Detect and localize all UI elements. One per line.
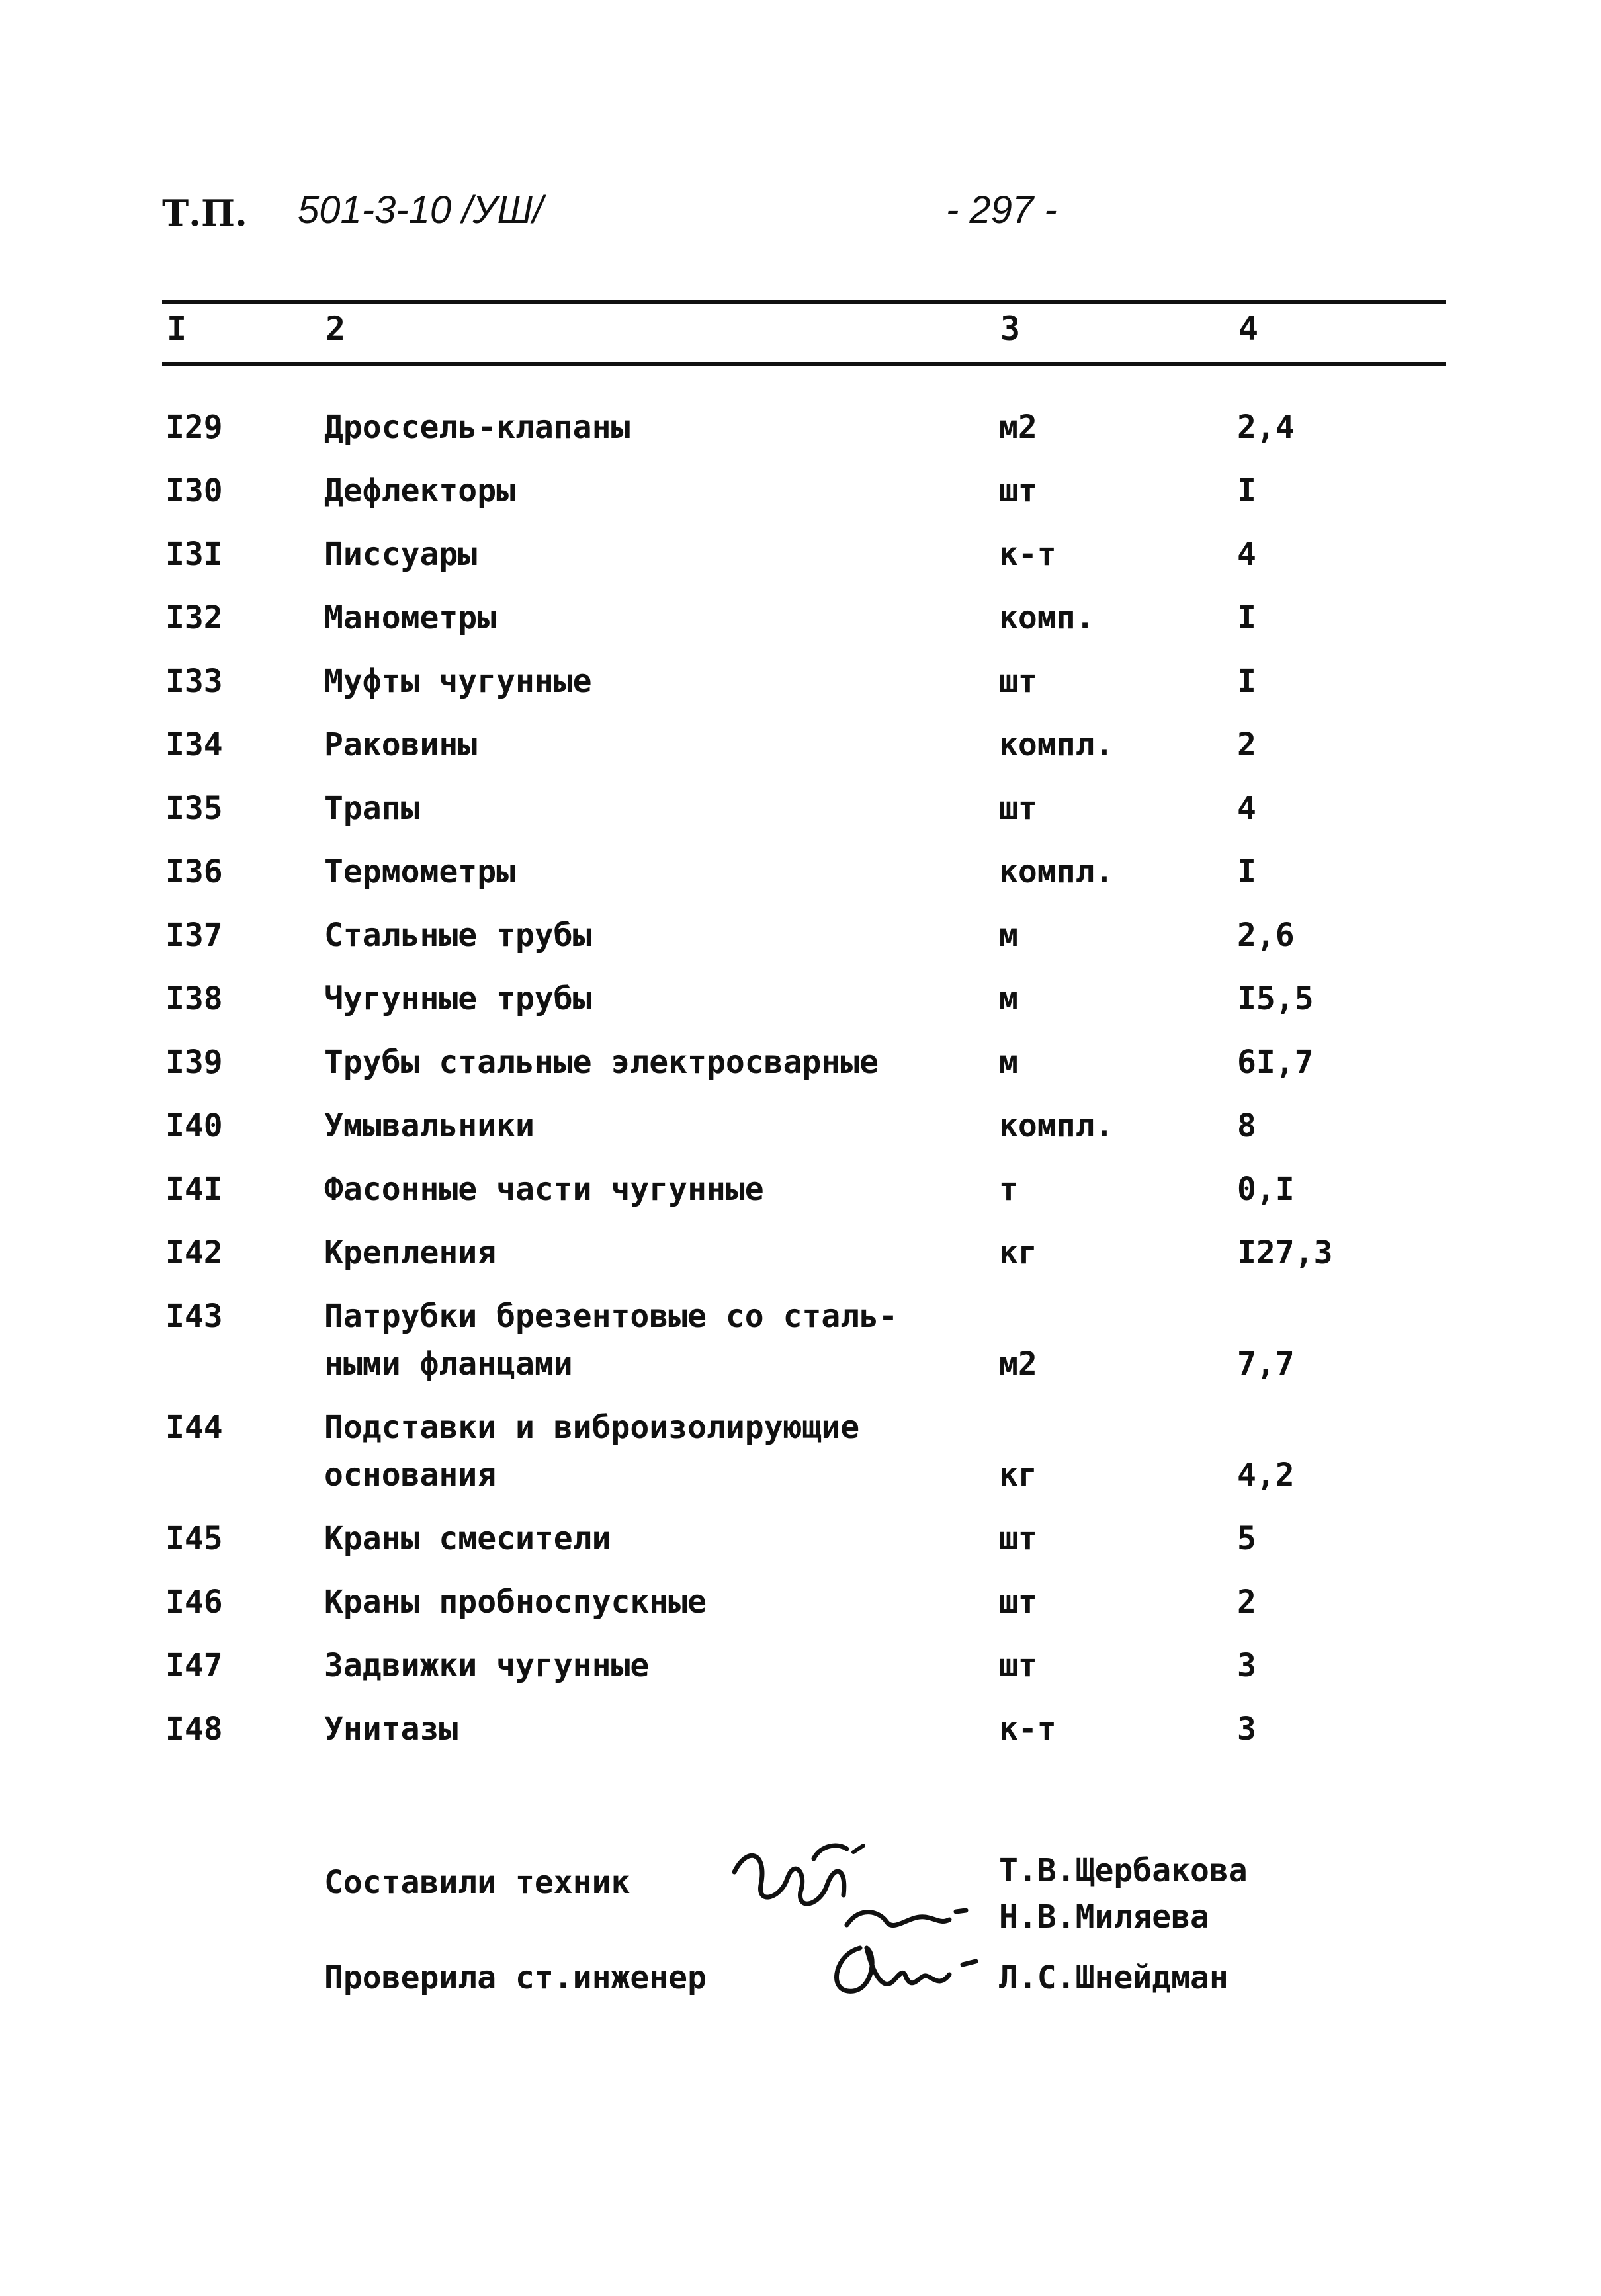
checker-name: Л.С.Шнейдман (999, 1959, 1229, 1996)
row-name: Краны пробноспускные (324, 1584, 707, 1621)
row-quantity: I (1237, 472, 1256, 509)
row-name: Манометры (324, 599, 497, 636)
column-header-4: 4 (1238, 310, 1259, 348)
checked-by-label: Проверила ст.инженер (324, 1959, 707, 1996)
row-name: Задвижки чугунные (324, 1647, 650, 1684)
row-number: I4I (165, 1171, 223, 1208)
row-name: Раковины (324, 726, 478, 763)
row-number: I29 (165, 409, 223, 446)
page-header (162, 189, 1419, 251)
row-number: I42 (165, 1234, 223, 1271)
row-unit: шт (999, 1520, 1037, 1557)
row-quantity: 5 (1237, 1520, 1256, 1557)
doc-prefix: Т.П. (162, 192, 247, 234)
row-quantity: 4 (1237, 790, 1256, 827)
row-unit: м (999, 1044, 1018, 1081)
row-number: I37 (165, 917, 223, 954)
row-quantity: 2 (1237, 726, 1256, 763)
column-header-2: 2 (325, 310, 346, 348)
row-unit: м (999, 980, 1018, 1017)
row-name: Умывальники (324, 1107, 535, 1144)
row-quantity: I5,5 (1237, 980, 1314, 1017)
row-unit: шт (999, 663, 1037, 700)
row-unit: шт (999, 472, 1037, 509)
signature-scribble-2 (820, 1928, 1006, 2008)
row-number: I38 (165, 980, 223, 1017)
row-unit: кг (999, 1457, 1037, 1494)
row-number: I35 (165, 790, 223, 827)
row-unit: компл. (999, 853, 1114, 890)
row-number: I3I (165, 536, 223, 573)
table-top-rule (162, 300, 1446, 304)
row-quantity: 7,7 (1237, 1345, 1295, 1382)
row-name: Дефлекторы (324, 472, 515, 509)
row-unit: м2 (999, 409, 1037, 446)
row-name: Фасонные части чугунные (324, 1171, 764, 1208)
row-name: Трапы (324, 790, 420, 827)
row-name: Трубы стальные электросварные (324, 1044, 879, 1081)
row-quantity: I27,3 (1237, 1234, 1333, 1271)
row-quantity: 2 (1237, 1584, 1256, 1621)
row-number: I40 (165, 1107, 223, 1144)
row-unit: комп. (999, 599, 1095, 636)
row-number: I48 (165, 1711, 223, 1748)
row-quantity: 3 (1237, 1647, 1256, 1684)
column-header-1: I (167, 310, 187, 348)
row-number: I32 (165, 599, 223, 636)
column-header-3: 3 (1000, 310, 1021, 348)
row-unit: м (999, 917, 1018, 954)
row-number: I33 (165, 663, 223, 700)
row-quantity: 4 (1237, 536, 1256, 573)
row-quantity: 2,4 (1237, 409, 1295, 446)
row-quantity: I (1237, 599, 1256, 636)
row-quantity: I (1237, 853, 1256, 890)
row-quantity: 6I,7 (1237, 1044, 1314, 1081)
row-name: Унитазы (324, 1711, 458, 1748)
row-quantity: 8 (1237, 1107, 1256, 1144)
doc-number: 501-3-10 /УШ/ (298, 189, 543, 232)
row-unit: кг (999, 1234, 1037, 1271)
row-name: Термометры (324, 853, 515, 890)
compiler-name-1: Т.В.Щербакова (999, 1852, 1248, 1889)
row-number: I45 (165, 1520, 223, 1557)
row-number: I34 (165, 726, 223, 763)
row-quantity: 0,I (1237, 1171, 1295, 1208)
row-unit: шт (999, 790, 1037, 827)
row-unit: шт (999, 1647, 1037, 1684)
row-quantity: 2,6 (1237, 917, 1295, 954)
row-unit: к-т (999, 536, 1057, 573)
row-unit: к-т (999, 1711, 1057, 1748)
row-name: Краны смесители (324, 1520, 611, 1557)
row-quantity: I (1237, 663, 1256, 700)
row-quantity: 4,2 (1237, 1457, 1295, 1494)
row-name: Патрубки брезентовые со сталь- ными фланцами (324, 1298, 898, 1382)
row-number: I46 (165, 1584, 223, 1621)
row-name: Стальные трубы (324, 917, 592, 954)
row-number: I47 (165, 1647, 223, 1684)
compiler-name-2: Н.В.Миляева (999, 1898, 1209, 1935)
row-number: I30 (165, 472, 223, 509)
row-number: I44 (165, 1409, 223, 1446)
row-unit: компл. (999, 726, 1114, 763)
row-name: Крепления (324, 1234, 497, 1271)
row-name: Подставки и виброизолирующие основания (324, 1409, 860, 1494)
page-number: - 297 - (946, 189, 1057, 232)
row-unit: шт (999, 1584, 1037, 1621)
row-number: I36 (165, 853, 223, 890)
row-name: Дроссель-клапаны (324, 409, 630, 446)
row-number: I43 (165, 1298, 223, 1335)
row-name: Муфты чугунные (324, 663, 592, 700)
row-unit: м2 (999, 1345, 1037, 1382)
row-name: Писсуары (324, 536, 478, 573)
table-header-rule (162, 362, 1446, 366)
row-number: I39 (165, 1044, 223, 1081)
row-quantity: 3 (1237, 1711, 1256, 1748)
row-unit: компл. (999, 1107, 1114, 1144)
compiled-by-label: Составили техник (324, 1864, 630, 1901)
row-unit: т (999, 1171, 1018, 1208)
row-name: Чугунные трубы (324, 980, 592, 1017)
